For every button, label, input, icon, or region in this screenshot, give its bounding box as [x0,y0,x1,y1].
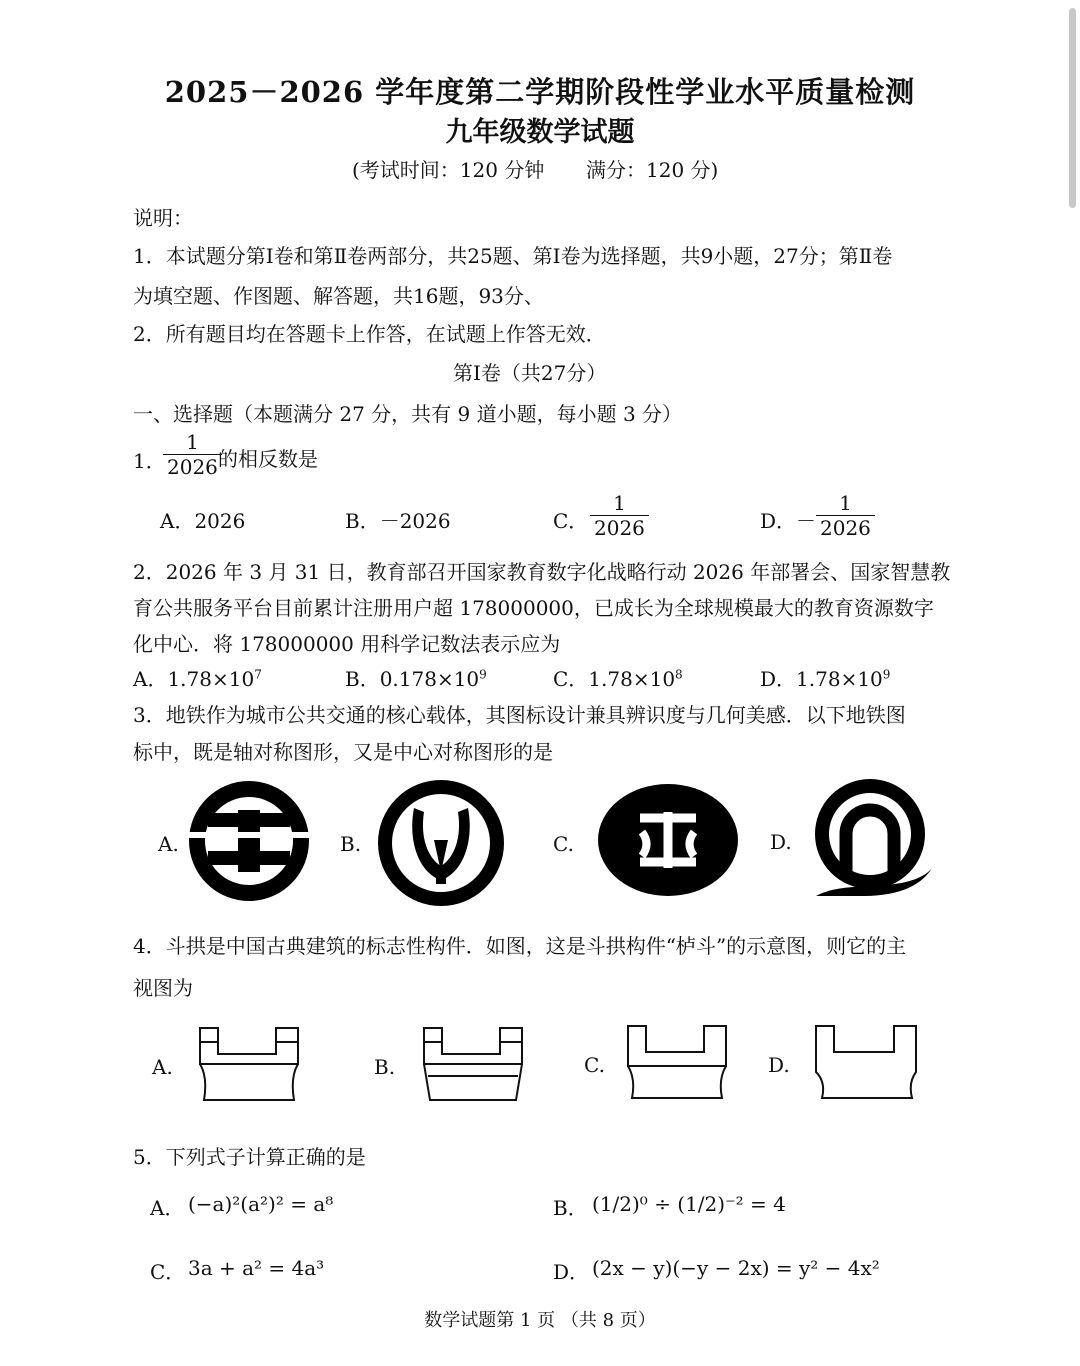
q1-frac-den: 2026 [167,455,218,479]
q4-label-c: C. [584,1053,605,1077]
notes-line-1: 1．本试题分第Ⅰ卷和第Ⅱ卷两部分，共25题、第Ⅰ卷为选择题，共9小题，27分；第Ⅱ卷 [133,244,893,268]
q1-option-b: B．－2026 [345,509,451,533]
q5-option-b-expr: (1/2)⁰ ÷ (1/2)⁻² = 4 [592,1192,786,1216]
q1-fraction [163,430,222,479]
exam-subtitle: 九年级数学试题 [445,117,635,148]
q5-option-c-label: C． [150,1260,186,1284]
q5-option-c-expr: 3a + a² = 4a³ [188,1256,325,1280]
q1-frac-num: 1 [163,430,222,455]
metro-logo-c-icon [596,782,740,898]
q4-figure-a [196,1024,304,1104]
q5-option-d-label: D． [553,1260,590,1284]
q1-c-num: 1 [590,491,649,516]
metro-logo-d-icon [808,776,938,902]
q2-option-c: C．$1.78\times 10^8$ [553,667,683,691]
notes-heading: 说明： [133,206,193,230]
exam-time: (考试时间：120 分钟 [352,158,545,182]
metro-logo-a-icon [188,780,310,902]
q5-stem: 5．下列式子计算正确的是 [133,1145,366,1169]
q4-label-b: B. [374,1055,396,1079]
notes-line-1b: 为填空题、作图题、解答题，共16题，93分、 [133,284,544,308]
metro-logo-b-icon [378,780,504,906]
q1-option-d-frac [816,491,875,540]
q5-option-a-expr: (−a)²(a²)² = a⁸ [188,1192,334,1216]
q2-line-3: 化中心．将 178000000 用科学记数法表示应为 [133,632,561,656]
q3-line-1: 3．地铁作为城市公共交通的核心载体，其图标设计兼具辨识度与几何美感．以下地铁图 [133,703,906,727]
exam-title: 2025－2026 学年度第二学期阶段性学业水平质量检测 [164,75,916,109]
volume-heading: 第Ⅰ卷（共27分） [453,361,607,385]
q4-line-1: 4．斗拱是中国古典建筑的标志性构件．如图，这是斗拱构件“栌斗”的示意图，则它的主 [133,934,907,958]
q5-option-b-label: B． [553,1196,588,1220]
q3-label-b: B. [340,832,362,856]
q1-d-num: 1 [816,491,875,516]
q5-option-a-label: A． [150,1196,185,1220]
q1-number: 1． [133,449,166,473]
q1-d-den: 2026 [820,516,871,540]
q1-stem: 的相反数是 [218,447,318,471]
part-heading: 一、选择题（本题满分 27 分，共有 9 道小题，每小题 3 分） [133,402,683,426]
q4-figure-b [420,1024,528,1104]
q3-label-a: A. [158,832,179,856]
page-footer: 数学试题第 1 页 （共 8 页） [424,1310,656,1331]
q2-option-a: A．$1.78\times 10^7$ [133,667,262,691]
notes-line-2: 2．所有题目均在答题卡上作答，在试题上作答无效． [133,322,606,346]
q3-label-d: D. [770,830,792,854]
q1-option-a: A．2026 [160,509,246,533]
exam-score: 满分：120 分) [586,158,719,182]
q4-figure-d [812,1022,922,1102]
q4-line-2: 视图为 [133,976,193,1000]
q2-option-d: D．$1.78\times 10^9$ [760,667,891,691]
q4-figure-c [624,1022,732,1102]
q2-option-b: B．$0.178\times 10^9$ [345,667,487,691]
q2-line-1: 2．2026 年 3 月 31 日，教育部召开国家教育数字化战略行动 2026 年部署会、国家智慧教 [133,560,951,584]
q1-option-c-label: C． [553,509,589,533]
q2-line-2: 育公共服务平台目前累计注册用户超 178000000，已成长为全球规模最大的教育资源数字 [133,596,934,620]
q1-c-den: 2026 [594,516,645,540]
q3-label-c: C. [553,832,574,856]
q4-label-d: D. [768,1053,790,1077]
q1-option-d-label: D．－ [760,509,817,533]
q1-option-c-frac [590,491,649,540]
q4-label-a: A. [152,1055,173,1079]
q5-option-d-expr: (2x − y)(−y − 2x) = y² − 4x² [592,1256,880,1280]
q3-line-2: 标中，既是轴对称图形，又是中心对称图形的是 [133,740,553,764]
